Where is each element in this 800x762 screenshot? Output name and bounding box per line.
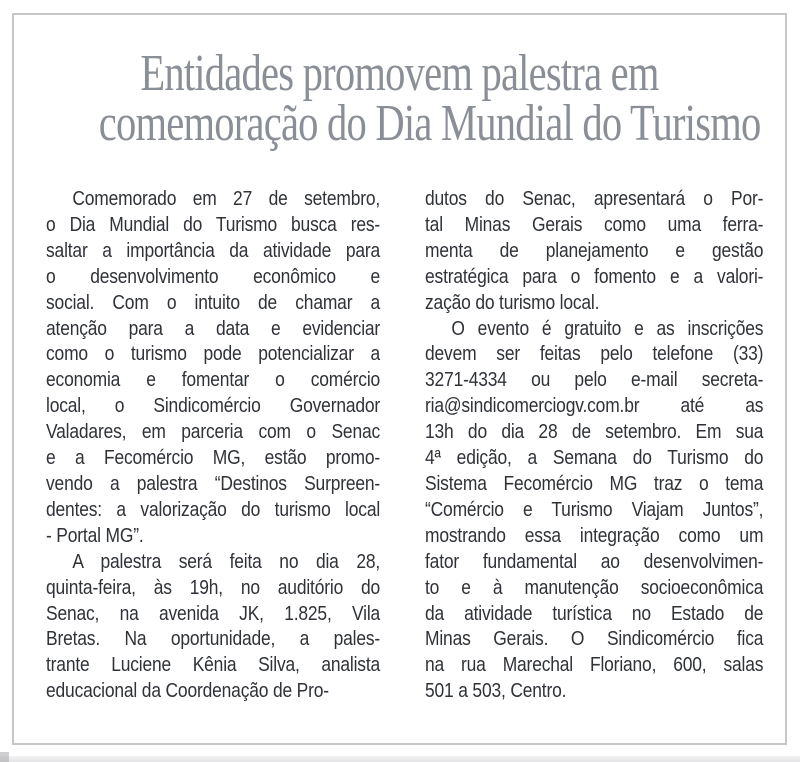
body-text-line: O evento é gratuito e as inscrições	[451, 316, 764, 340]
body-text-line: Senac, na avenida JK, 1.825, Vila	[46, 601, 381, 625]
scan-edge-artifact	[0, 756, 800, 762]
scan-corner-artifact	[0, 752, 9, 762]
article-clipping-frame	[12, 13, 787, 745]
body-text-line: 3271-4334 ou pelo e-mail secreta-	[425, 368, 764, 392]
body-text-line: da atividade turística no Estado de	[425, 601, 764, 625]
body-text-line: A palestra será feita no dia 28,	[72, 549, 381, 573]
body-text-line: 13h do dia 28 de setembro. Em sua	[425, 420, 764, 444]
body-text-line: estratégica para o fomento e a valori-	[425, 264, 764, 288]
body-text-line: dutos do Senac, apresentará o Por-	[425, 187, 764, 210]
body-text-line: como o turismo pode potencializar a	[46, 342, 381, 366]
body-text-line: dentes: a valorização do turismo local	[46, 497, 381, 521]
article-column-right-text	[425, 186, 763, 704]
body-text-line: 4ª edição, a Semana do Turismo do	[425, 446, 764, 470]
body-text-line: saltar a importância da atividade para	[46, 238, 381, 262]
body-text-line: ria@sindicomerciogv.com.br até as	[425, 394, 764, 418]
body-text-line: Bretas. Na oportunidade, a pales-	[46, 627, 381, 651]
article-column-left-text	[46, 186, 380, 704]
body-text-line: - Portal MG”.	[46, 523, 144, 547]
article-column-left	[46, 186, 380, 704]
body-text-line: social. Com o intuito de chamar a	[46, 290, 381, 314]
body-text-line: vendo a palestra “Destinos Surpreen-	[46, 471, 381, 495]
body-text-line: Minas Gerais. O Sindicomércio fica	[425, 627, 764, 651]
body-text-line: Valadares, em parceria com o Senac	[46, 420, 381, 444]
article-title-line-1: Entidades promovem palestra em	[140, 45, 659, 102]
body-text-line: educacional da Coordenação de Pro-	[46, 679, 329, 703]
body-text-line: 501 a 503, Centro.	[425, 679, 567, 703]
article-title	[14, 45, 785, 152]
body-text-line: mostrando essa integração como um	[425, 523, 764, 547]
article-column-right	[425, 186, 763, 704]
body-text-line: na rua Marechal Floriano, 600, salas	[425, 653, 764, 677]
body-text-line: menta de planejamento e gestão	[425, 238, 764, 262]
body-text-line: atenção para a data e evidenciar	[46, 316, 381, 340]
body-text-line: o desenvolvimento econômico e	[46, 264, 381, 288]
body-text-line: Sistema Fecomércio MG traz o tema	[425, 471, 764, 495]
body-text-line: fator fundamental ao desenvolvimen-	[425, 549, 764, 573]
body-text-line: quinta-feira, às 19h, no auditório do	[46, 575, 381, 599]
body-text-line: e a Fecomércio MG, estão promo-	[46, 446, 381, 470]
article-title-line-2: comemoração do Dia Mundial do Turismo	[98, 95, 761, 152]
body-text-line: Comemorado em 27 de setembro,	[72, 187, 381, 210]
body-text-line: o Dia Mundial do Turismo busca res-	[46, 212, 381, 236]
body-text-line: local, o Sindicomércio Governador	[46, 394, 381, 418]
body-text-line: tal Minas Gerais como uma ferra-	[425, 212, 764, 236]
body-text-line: economia e fomentar o comércio	[46, 368, 381, 392]
body-text-line: to e à manutenção socioeconômica	[425, 575, 764, 599]
body-text-line: zação do turismo local.	[425, 290, 600, 314]
body-text-line: trante Luciene Kênia Silva, analista	[46, 653, 381, 677]
body-text-line: devem ser feitas pelo telefone (33)	[425, 342, 764, 366]
body-text-line: “Comércio e Turismo Viajam Juntos”,	[425, 497, 764, 521]
